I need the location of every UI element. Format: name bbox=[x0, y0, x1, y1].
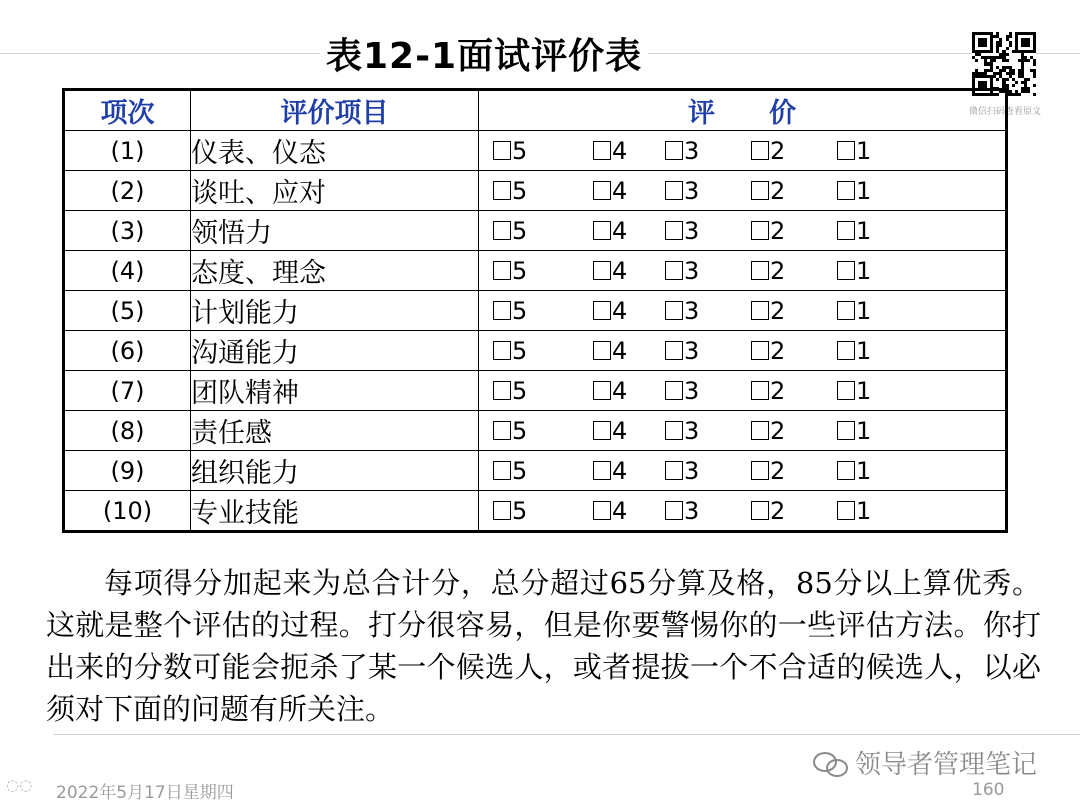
rating-value: 2 bbox=[770, 417, 786, 445]
body-paragraph: 每项得分加起来为总合计分，总分超过65分算及格，85分以上算优秀。这就是整个评估的过程。打分很容易，但是你要警惕你的一些评估方法。你打出来的分数可能会扼杀了某一个候选人，或者提拔一个不合适的候选人，以必须对下面的问题有所关注。 bbox=[46, 566, 1041, 726]
rating-option[interactable] bbox=[593, 217, 627, 245]
table-row bbox=[64, 451, 1007, 491]
rating-option[interactable] bbox=[837, 417, 871, 445]
rating-value: 4 bbox=[612, 137, 628, 165]
rating-value: 2 bbox=[770, 337, 786, 365]
checkbox-icon[interactable] bbox=[593, 341, 611, 360]
rating-option[interactable] bbox=[837, 337, 871, 365]
row-rating bbox=[479, 211, 1007, 251]
checkbox-icon[interactable] bbox=[665, 141, 683, 160]
checkbox-icon[interactable] bbox=[837, 421, 855, 440]
checkbox-icon[interactable] bbox=[837, 221, 855, 240]
qr-caption: 微信扫码查看原文 bbox=[968, 107, 1041, 117]
row-rating bbox=[479, 331, 1007, 371]
rating-option[interactable] bbox=[837, 297, 871, 325]
rating-value: 4 bbox=[612, 177, 628, 205]
rating-option[interactable] bbox=[665, 177, 699, 205]
header-rating: 评 价 bbox=[479, 90, 1007, 131]
rating-value: 4 bbox=[612, 457, 628, 485]
rating-value: 3 bbox=[684, 497, 700, 525]
rating-option[interactable] bbox=[837, 497, 871, 525]
row-item: 态度、理念 bbox=[191, 251, 479, 291]
row-number: (9) bbox=[64, 451, 191, 491]
checkbox-icon[interactable] bbox=[665, 341, 683, 360]
table-row bbox=[64, 491, 1007, 532]
bottom-divider bbox=[54, 734, 1080, 735]
rating-option[interactable] bbox=[593, 417, 627, 445]
rating-option[interactable] bbox=[493, 457, 527, 485]
rating-value: 1 bbox=[856, 297, 872, 325]
checkbox-icon[interactable] bbox=[837, 341, 855, 360]
rating-value: 1 bbox=[856, 217, 872, 245]
rating-value: 5 bbox=[512, 297, 528, 325]
row-number: (2) bbox=[64, 171, 191, 211]
checkbox-icon[interactable] bbox=[493, 501, 511, 520]
rating-value: 1 bbox=[856, 417, 872, 445]
rating-value: 5 bbox=[512, 137, 528, 165]
rating-value: 1 bbox=[856, 177, 872, 205]
rating-value: 2 bbox=[770, 217, 786, 245]
qr-code-icon[interactable] bbox=[972, 32, 1036, 96]
rating-option[interactable] bbox=[493, 257, 527, 285]
rating-option[interactable] bbox=[751, 337, 785, 365]
checkbox-icon[interactable] bbox=[751, 421, 769, 440]
evaluation-table bbox=[62, 88, 1008, 533]
rating-value: 2 bbox=[770, 257, 786, 285]
rating-option[interactable] bbox=[751, 497, 785, 525]
rating-value: 3 bbox=[684, 137, 700, 165]
row-number: (5) bbox=[64, 291, 191, 331]
rating-value: 4 bbox=[612, 417, 628, 445]
table-row bbox=[64, 171, 1007, 211]
rating-option[interactable] bbox=[493, 417, 527, 445]
checkbox-icon[interactable] bbox=[493, 341, 511, 360]
rating-option[interactable] bbox=[593, 177, 627, 205]
row-number: (4) bbox=[64, 251, 191, 291]
footer-logo-icon: ◌◌ bbox=[6, 776, 33, 794]
table-row bbox=[64, 211, 1007, 251]
rating-option[interactable] bbox=[593, 457, 627, 485]
rating-value: 1 bbox=[856, 497, 872, 525]
rating-option[interactable] bbox=[837, 257, 871, 285]
checkbox-icon[interactable] bbox=[837, 141, 855, 160]
watermark-text: 领导者管理笔记 bbox=[855, 750, 1038, 780]
footer-date: 2022年5月17日星期四 bbox=[56, 783, 234, 803]
table-header-row bbox=[64, 90, 1007, 131]
rating-option[interactable] bbox=[751, 177, 785, 205]
row-item: 仪表、仪态 bbox=[191, 131, 479, 171]
rating-option[interactable] bbox=[665, 257, 699, 285]
rating-option[interactable] bbox=[493, 177, 527, 205]
wechat-icon bbox=[813, 750, 849, 776]
rating-option[interactable] bbox=[665, 217, 699, 245]
checkbox-icon[interactable] bbox=[837, 181, 855, 200]
checkbox-icon[interactable] bbox=[593, 381, 611, 400]
rating-option[interactable] bbox=[493, 377, 527, 405]
checkbox-icon[interactable] bbox=[593, 181, 611, 200]
rating-value: 5 bbox=[512, 497, 528, 525]
table-row bbox=[64, 251, 1007, 291]
checkbox-icon[interactable] bbox=[751, 501, 769, 520]
rating-value: 1 bbox=[856, 137, 872, 165]
checkbox-icon[interactable] bbox=[493, 221, 511, 240]
rating-option[interactable] bbox=[837, 177, 871, 205]
row-rating bbox=[479, 171, 1007, 211]
rating-value: 1 bbox=[856, 377, 872, 405]
checkbox-icon[interactable] bbox=[665, 261, 683, 280]
rating-option[interactable] bbox=[665, 137, 699, 165]
row-rating bbox=[479, 371, 1007, 411]
row-rating bbox=[479, 131, 1007, 171]
table-row bbox=[64, 371, 1007, 411]
table-row bbox=[64, 411, 1007, 451]
row-rating bbox=[479, 491, 1007, 532]
row-rating bbox=[479, 291, 1007, 331]
rating-option[interactable] bbox=[751, 217, 785, 245]
row-rating bbox=[479, 251, 1007, 291]
table-row bbox=[64, 291, 1007, 331]
checkbox-icon[interactable] bbox=[593, 301, 611, 320]
rating-option[interactable] bbox=[665, 457, 699, 485]
checkbox-icon[interactable] bbox=[593, 461, 611, 480]
page-title: 表12-1面试评价表 bbox=[320, 28, 648, 79]
rating-value: 3 bbox=[684, 217, 700, 245]
rating-value: 4 bbox=[612, 377, 628, 405]
checkbox-icon[interactable] bbox=[751, 341, 769, 360]
checkbox-icon[interactable] bbox=[593, 221, 611, 240]
checkbox-icon[interactable] bbox=[665, 421, 683, 440]
rating-option[interactable] bbox=[751, 377, 785, 405]
checkbox-icon[interactable] bbox=[665, 301, 683, 320]
rating-value: 3 bbox=[684, 457, 700, 485]
rating-option[interactable] bbox=[665, 497, 699, 525]
checkbox-icon[interactable] bbox=[665, 461, 683, 480]
rating-option[interactable] bbox=[837, 377, 871, 405]
checkbox-icon[interactable] bbox=[837, 461, 855, 480]
rating-option[interactable] bbox=[751, 257, 785, 285]
checkbox-icon[interactable] bbox=[751, 461, 769, 480]
row-item: 领悟力 bbox=[191, 211, 479, 251]
rating-value: 4 bbox=[612, 497, 628, 525]
rating-value: 3 bbox=[684, 377, 700, 405]
table-row bbox=[64, 131, 1007, 171]
rating-value: 2 bbox=[770, 497, 786, 525]
page-number: 160 bbox=[972, 780, 1005, 800]
checkbox-icon[interactable] bbox=[493, 141, 511, 160]
rating-value: 5 bbox=[512, 457, 528, 485]
rating-value: 3 bbox=[684, 297, 700, 325]
checkbox-icon[interactable] bbox=[593, 501, 611, 520]
header-item: 评价项目 bbox=[191, 90, 479, 131]
rating-option[interactable] bbox=[593, 297, 627, 325]
rating-option[interactable] bbox=[837, 457, 871, 485]
rating-value: 5 bbox=[512, 217, 528, 245]
checkbox-icon[interactable] bbox=[837, 501, 855, 520]
rating-value: 2 bbox=[770, 137, 786, 165]
rating-option[interactable] bbox=[493, 337, 527, 365]
rating-value: 4 bbox=[612, 217, 628, 245]
rating-option[interactable] bbox=[493, 137, 527, 165]
rating-value: 5 bbox=[512, 257, 528, 285]
row-rating bbox=[479, 451, 1007, 491]
rating-option[interactable] bbox=[593, 377, 627, 405]
checkbox-icon[interactable] bbox=[751, 141, 769, 160]
watermark bbox=[813, 744, 1037, 781]
row-number: (3) bbox=[64, 211, 191, 251]
rating-option[interactable] bbox=[665, 417, 699, 445]
rating-value: 5 bbox=[512, 377, 528, 405]
checkbox-icon[interactable] bbox=[593, 261, 611, 280]
row-item: 谈吐、应对 bbox=[191, 171, 479, 211]
rating-option[interactable] bbox=[593, 137, 627, 165]
checkbox-icon[interactable] bbox=[665, 221, 683, 240]
rating-value: 3 bbox=[684, 337, 700, 365]
row-item: 专业技能 bbox=[191, 491, 479, 532]
checkbox-icon[interactable] bbox=[493, 181, 511, 200]
rating-option[interactable] bbox=[751, 457, 785, 485]
rating-option[interactable] bbox=[593, 497, 627, 525]
checkbox-icon[interactable] bbox=[493, 461, 511, 480]
rating-option[interactable] bbox=[593, 257, 627, 285]
row-item: 责任感 bbox=[191, 411, 479, 451]
row-item: 计划能力 bbox=[191, 291, 479, 331]
rating-value: 2 bbox=[770, 457, 786, 485]
row-number: (6) bbox=[64, 331, 191, 371]
checkbox-icon[interactable] bbox=[593, 421, 611, 440]
checkbox-icon[interactable] bbox=[665, 181, 683, 200]
rating-option[interactable] bbox=[493, 297, 527, 325]
table-row bbox=[64, 331, 1007, 371]
rating-value: 2 bbox=[770, 177, 786, 205]
row-number: (1) bbox=[64, 131, 191, 171]
checkbox-icon[interactable] bbox=[751, 221, 769, 240]
checkbox-icon[interactable] bbox=[837, 261, 855, 280]
rating-option[interactable] bbox=[593, 337, 627, 365]
rating-value: 1 bbox=[856, 457, 872, 485]
rating-value: 3 bbox=[684, 257, 700, 285]
row-item: 沟通能力 bbox=[191, 331, 479, 371]
header-no: 项次 bbox=[64, 90, 191, 131]
rating-value: 1 bbox=[856, 337, 872, 365]
rating-value: 2 bbox=[770, 377, 786, 405]
row-number: (8) bbox=[64, 411, 191, 451]
rating-option[interactable] bbox=[493, 497, 527, 525]
checkbox-icon[interactable] bbox=[493, 421, 511, 440]
rating-option[interactable] bbox=[665, 377, 699, 405]
rating-option[interactable] bbox=[493, 217, 527, 245]
row-number: (7) bbox=[64, 371, 191, 411]
checkbox-icon[interactable] bbox=[837, 381, 855, 400]
checkbox-icon[interactable] bbox=[751, 301, 769, 320]
rating-value: 3 bbox=[684, 417, 700, 445]
rating-value: 5 bbox=[512, 337, 528, 365]
rating-value: 4 bbox=[612, 257, 628, 285]
rating-option[interactable] bbox=[665, 337, 699, 365]
checkbox-icon[interactable] bbox=[751, 261, 769, 280]
rating-option[interactable] bbox=[751, 417, 785, 445]
checkbox-icon[interactable] bbox=[493, 261, 511, 280]
checkbox-icon[interactable] bbox=[837, 301, 855, 320]
row-number: (10) bbox=[64, 491, 191, 532]
rating-value: 3 bbox=[684, 177, 700, 205]
rating-value: 2 bbox=[770, 297, 786, 325]
rating-option[interactable] bbox=[751, 297, 785, 325]
checkbox-icon[interactable] bbox=[493, 381, 511, 400]
checkbox-icon[interactable] bbox=[665, 501, 683, 520]
rating-value: 4 bbox=[612, 337, 628, 365]
checkbox-icon[interactable] bbox=[751, 181, 769, 200]
rating-option[interactable] bbox=[837, 137, 871, 165]
rating-option[interactable] bbox=[837, 217, 871, 245]
checkbox-icon[interactable] bbox=[665, 381, 683, 400]
checkbox-icon[interactable] bbox=[493, 301, 511, 320]
rating-value: 5 bbox=[512, 177, 528, 205]
row-item: 组织能力 bbox=[191, 451, 479, 491]
rating-value: 5 bbox=[512, 417, 528, 445]
rating-option[interactable] bbox=[665, 297, 699, 325]
row-rating bbox=[479, 411, 1007, 451]
checkbox-icon[interactable] bbox=[751, 381, 769, 400]
rating-option[interactable] bbox=[751, 137, 785, 165]
row-item: 团队精神 bbox=[191, 371, 479, 411]
checkbox-icon[interactable] bbox=[593, 141, 611, 160]
rating-value: 4 bbox=[612, 297, 628, 325]
rating-value: 1 bbox=[856, 257, 872, 285]
